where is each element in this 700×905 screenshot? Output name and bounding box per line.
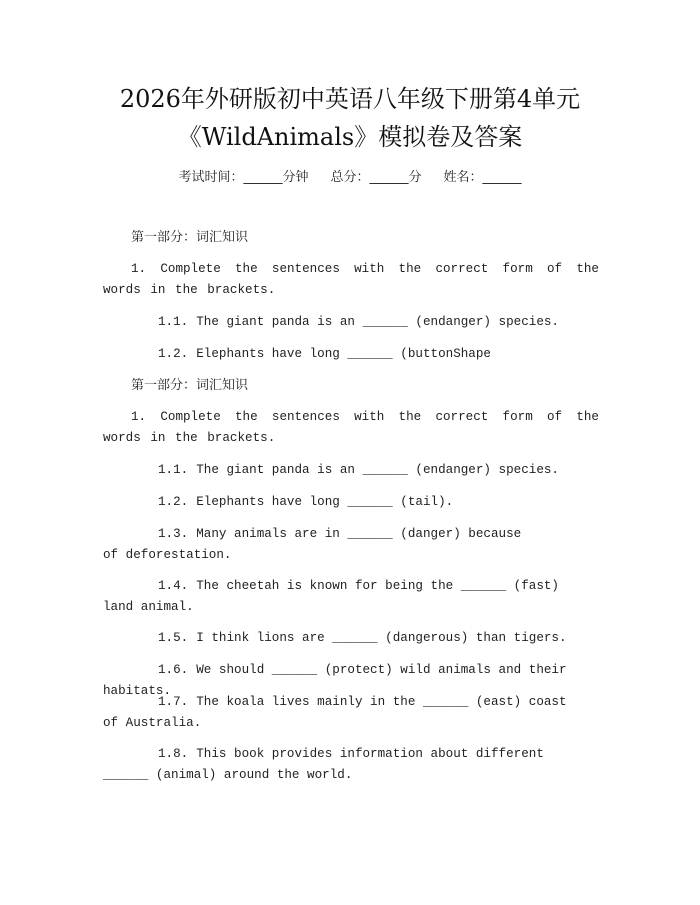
item-text: Many animals are in ______ (danger) because of deforestation. [103, 527, 522, 562]
exam-time-field: 考试时间：______分钟 [178, 170, 309, 185]
item-number: 1.3. [158, 527, 189, 541]
item-text: Elephants have long ______ (tail). [196, 495, 454, 509]
item-number: 1.2. [158, 495, 189, 509]
section-heading: 第一部分：词汇知识 [131, 230, 249, 245]
item-number: 1.2. [158, 347, 189, 361]
question-item [103, 492, 603, 513]
item-text: I think lions are ______ (dangerous) than tigers. [196, 631, 567, 645]
section-heading: 第一部分：词汇知识 [131, 378, 249, 393]
item-number: 1.4. [158, 579, 189, 593]
item-text: We should ______ (protect) wild animals and their habitats. [103, 663, 567, 698]
item-text: The koala lives mainly in the ______ (east) coast of Australia. [103, 695, 567, 730]
question-item [103, 576, 573, 617]
question-item [103, 344, 603, 365]
exam-meta [0, 168, 700, 188]
total-score-field: 总分：______分 [330, 170, 422, 185]
item-number: 1.8. [158, 747, 189, 761]
item-number: 1.7. [158, 695, 189, 709]
question-instruction: 1. Complete the sentences with the correct form of the words in the brackets. [103, 262, 599, 297]
question-item [103, 628, 603, 649]
item-number: 1.5. [158, 631, 189, 645]
question-item [103, 460, 603, 481]
question-item [103, 744, 573, 785]
item-number: 1.1. [158, 315, 189, 329]
item-number: 1.1. [158, 463, 189, 477]
page-title-line-2: 《WildAnimals》模拟卷及答案 [177, 123, 523, 151]
item-text: The cheetah is known for being the ______ (fast) land animal. [103, 579, 559, 614]
question-item [103, 524, 523, 565]
item-text: The giant panda is an ______ (endanger) species. [196, 463, 559, 477]
item-number: 1.6. [158, 663, 189, 677]
student-name-field: 姓名：______ [443, 170, 522, 185]
item-text: Elephants have long ______ (buttonShape [196, 347, 491, 361]
question-item [103, 692, 573, 733]
question-instruction: 1. Complete the sentences with the correct form of the words in the brackets. [103, 410, 599, 445]
item-text: This book provides information about different ______ (animal) around the world. [103, 747, 544, 782]
item-text: The giant panda is an ______ (endanger) species. [196, 315, 559, 329]
page-title-line-1: 2026年外研版初中英语八年级下册第4单元 [119, 85, 581, 113]
question-item [103, 312, 603, 333]
